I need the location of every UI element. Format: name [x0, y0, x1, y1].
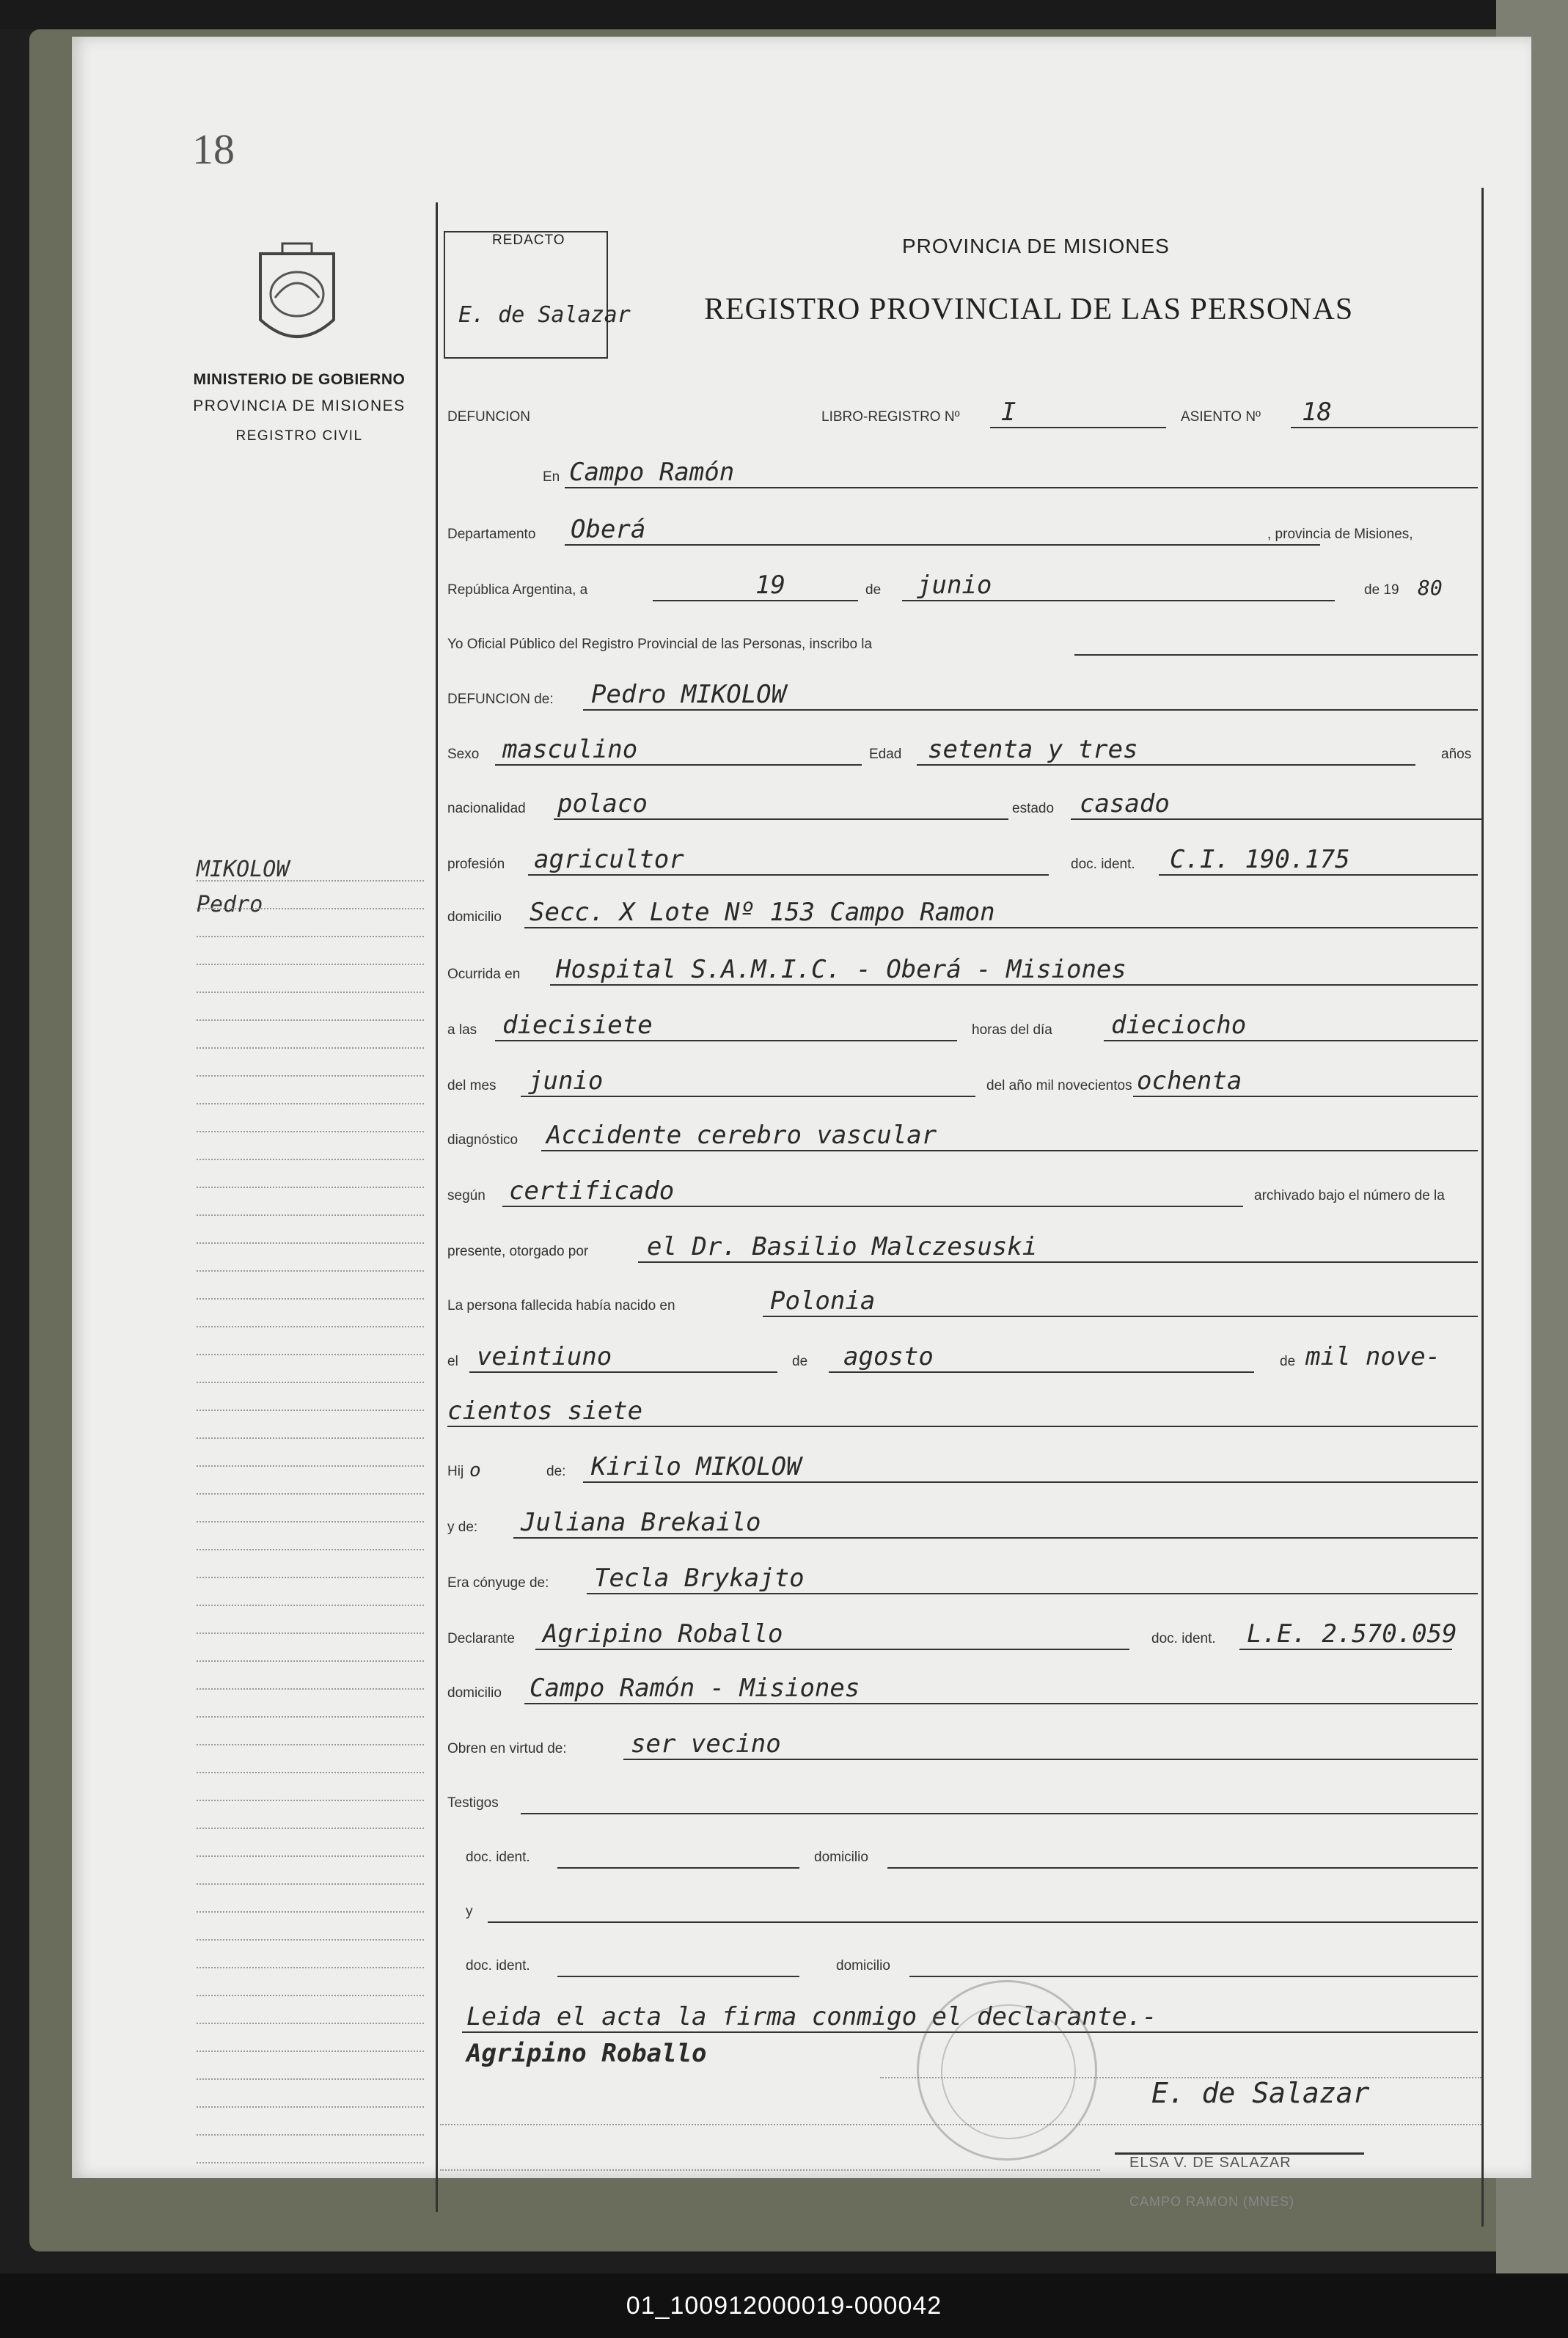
- margin-ruled-line: [197, 1131, 424, 1132]
- alas-line: [495, 1040, 957, 1041]
- asiento-label: ASIENTO Nº: [1181, 409, 1261, 425]
- day-value: 19: [755, 571, 785, 600]
- margin-surname: MIKOLOW: [197, 857, 290, 882]
- t-doc2-line: [557, 1976, 799, 1977]
- docident-label: doc. ident.: [1071, 857, 1135, 872]
- hijo-de-line: [583, 1481, 1478, 1483]
- margin-ruled-line: [197, 964, 424, 965]
- row-testigo1: [447, 1829, 1481, 1873]
- docident-line: [1159, 874, 1478, 876]
- margin-ruled-line: [197, 1605, 424, 1606]
- margin-ruled-line: [197, 1660, 424, 1662]
- ministry-line1: MINISTERIO DE GOBIERNO: [193, 371, 406, 388]
- dom2-line: [524, 1703, 1478, 1704]
- ministry-block: [175, 371, 424, 444]
- delmes-value: junio: [528, 1066, 604, 1096]
- en-label: En: [543, 469, 560, 485]
- row-libro: [447, 389, 1481, 433]
- official-signature: [1151, 2077, 1369, 2109]
- row-departamento: [447, 506, 1481, 550]
- segun-label: según: [447, 1188, 486, 1203]
- en-line: [565, 487, 1478, 488]
- margin-ruled-line: [197, 1047, 424, 1049]
- margin-ruled-line: [197, 1382, 424, 1383]
- margin-ruled-line: [197, 936, 424, 937]
- margin-firstname: Pedro: [197, 892, 263, 917]
- libro-value: I: [1001, 397, 1016, 427]
- alas-value: diecisiete: [502, 1011, 653, 1040]
- t-y-label: y: [466, 1904, 473, 1919]
- row-presente: [447, 1223, 1481, 1267]
- el-value: veintiuno: [477, 1342, 612, 1371]
- yo-oficial-line: [1074, 654, 1478, 656]
- cientos-value: cientos siete: [447, 1396, 643, 1426]
- row-yo-oficial: [447, 616, 1481, 660]
- defuncion-type-label: DEFUNCION: [447, 409, 530, 425]
- republica-label: República Argentina, a: [447, 582, 588, 598]
- margin-ruled-line: [197, 2051, 424, 2052]
- official-name: ELSA V. DE SALAZAR: [1129, 2155, 1292, 2171]
- row-yde: [447, 1499, 1481, 1543]
- margin-ruled-line: [197, 1577, 424, 1578]
- row-profesion: [447, 836, 1481, 880]
- delmes-line: [521, 1096, 975, 1097]
- declarante-line: [535, 1649, 1129, 1650]
- margin-ruled-line: [197, 1688, 424, 1690]
- t-y-line: [488, 1921, 1478, 1923]
- sexo-value: masculino: [502, 735, 638, 764]
- dom2-label: domicilio: [447, 1685, 502, 1701]
- row-ocurrida: [447, 946, 1481, 990]
- margin-ruled-line: [197, 1911, 424, 1913]
- margin-ruled-line: [197, 1410, 424, 1411]
- margin-ruled-line: [197, 908, 424, 909]
- margin-ruled-line: [197, 1939, 424, 1941]
- margin-ruled-line: [197, 1828, 424, 1829]
- margin-ruled-line: [197, 1214, 424, 1216]
- right-vertical-rule: [1481, 188, 1484, 2227]
- row-en: [447, 449, 1481, 493]
- province-heading: PROVINCIA DE MISIONES: [902, 235, 1170, 257]
- domicilio-label: domicilio: [447, 909, 502, 925]
- row-delmes: [447, 1058, 1481, 1102]
- month-value: junio: [917, 571, 992, 600]
- delmes-label: del mes: [447, 1078, 497, 1093]
- anomil-line: [1133, 1096, 1478, 1097]
- registry-stamp: [917, 1980, 1097, 2161]
- margin-ruled-line: [197, 1744, 424, 1745]
- declarante-label: Declarante: [447, 1631, 515, 1646]
- segun-value: certificado: [509, 1176, 675, 1206]
- margin-ruled-line: [197, 1159, 424, 1160]
- horas-value: dieciocho: [1111, 1011, 1247, 1040]
- row-sexo: [447, 726, 1481, 770]
- departamento-line: [565, 544, 1320, 546]
- yde-value: Juliana Brekailo: [521, 1508, 761, 1537]
- horas-label: horas del día: [972, 1022, 1052, 1038]
- row-fecha-nacimiento: [447, 1333, 1481, 1377]
- obren-value: ser vecino: [631, 1729, 781, 1759]
- defuncion-de-line: [583, 709, 1478, 711]
- conyuge-value: Tecla Brykajto: [594, 1564, 805, 1593]
- de3-label: de: [1280, 1354, 1296, 1369]
- official-place: CAMPO RAMON (MNES): [1129, 2194, 1294, 2209]
- estado-label: estado: [1012, 801, 1055, 816]
- row-alas: [447, 1002, 1481, 1046]
- yo-oficial-text: Yo Oficial Público del Registro Provincial de las Personas, inscribo la: [447, 637, 873, 652]
- defuncion-de-label: DEFUNCION de:: [447, 692, 554, 707]
- de2-value: agosto: [843, 1342, 934, 1371]
- row-conyuge: [447, 1555, 1481, 1599]
- margin-ruled-line: [197, 1103, 424, 1104]
- asiento-line: [1291, 427, 1478, 428]
- t-dom1-label: domicilio: [814, 1850, 868, 1865]
- top-background: [0, 0, 1568, 29]
- t-doc2-label: doc. ident.: [466, 1958, 530, 1974]
- de2-line: [829, 1371, 1254, 1373]
- estado-value: casado: [1080, 789, 1170, 818]
- obren-label: Obren en virtud de:: [447, 1741, 567, 1756]
- presente-label: presente, otorgado por: [447, 1244, 589, 1259]
- margin-ruled-line: [197, 1019, 424, 1021]
- row-testigo-y: [447, 1883, 1481, 1927]
- margin-ruled-line: [197, 1632, 424, 1634]
- t-doc1-line: [557, 1867, 799, 1869]
- provincia-suffix: , provincia de Misiones,: [1267, 527, 1413, 542]
- hijo-o: o: [469, 1459, 481, 1481]
- t-doc1-label: doc. ident.: [466, 1850, 530, 1865]
- declarante-doc-line: [1239, 1649, 1452, 1650]
- declarante-value: Agripino Roballo: [543, 1619, 783, 1649]
- libro-line: [990, 427, 1166, 428]
- margin-ruled-line: [197, 1521, 424, 1522]
- defuncion-de-value: Pedro MIKOLOW: [591, 680, 787, 709]
- official-signature-text: E. de Salazar: [1151, 2077, 1370, 2109]
- yde-label: y de:: [447, 1520, 478, 1535]
- month-line: [902, 600, 1335, 601]
- margin-ruled-line: [197, 1967, 424, 1968]
- margin-ruled-line: [197, 2162, 424, 2163]
- margin-ruled-line: [197, 1326, 424, 1327]
- row-nacionalidad: [447, 780, 1481, 824]
- row-diagnostico: [447, 1112, 1481, 1156]
- departamento-label: Departamento: [447, 527, 536, 542]
- libro-label: LIBRO-REGISTRO Nº: [821, 409, 960, 425]
- nacionalidad-line: [554, 818, 1008, 820]
- t-dom1-line: [887, 1867, 1478, 1869]
- margin-ruled-line: [197, 1465, 424, 1467]
- profesion-label: profesión: [447, 857, 505, 872]
- margin-ruled-line: [197, 2134, 424, 2136]
- row-domicilio2: [447, 1665, 1481, 1709]
- anomil-label: del año mil novecientos: [986, 1078, 1132, 1093]
- domicilio-line: [524, 927, 1478, 928]
- margin-ruled-line: [197, 1242, 424, 1244]
- testigos-label: Testigos: [447, 1795, 499, 1811]
- declarant-signature-text: Agripino Roballo: [466, 2039, 707, 2068]
- ministry-line3: REGISTRO CIVIL: [235, 428, 363, 444]
- conyuge-line: [587, 1593, 1478, 1594]
- sexo-label: Sexo: [447, 747, 480, 762]
- segun-line: [502, 1206, 1243, 1207]
- ocurrida-value: Hospital S.A.M.I.C. - Oberá - Misiones: [556, 955, 1126, 984]
- declarante-doc-value: L.E. 2.570.059: [1247, 1619, 1457, 1649]
- leida-text: Leida el acta la firma conmigo el declarante.-: [466, 2002, 1157, 2031]
- diagnostico-label: diagnóstico: [447, 1132, 519, 1148]
- margin-ruled-line: [197, 1855, 424, 1857]
- presente-value: el Dr. Basilio Malczesuski: [647, 1232, 1038, 1261]
- edad-label: Edad: [869, 747, 902, 762]
- row-declarante: [447, 1610, 1481, 1654]
- diagnostico-line: [541, 1150, 1478, 1151]
- hijo-de-value: Kirilo MIKOLOW: [591, 1452, 802, 1481]
- margin-ruled-line: [197, 1437, 424, 1439]
- obren-line: [623, 1759, 1478, 1760]
- margin-ruled-line: [197, 1883, 424, 1885]
- margin-ruled-line: [197, 1716, 424, 1718]
- margin-ruled-line: [197, 1995, 424, 1996]
- cientos-line: [447, 1426, 1478, 1427]
- margin-ruled-line: [197, 1493, 424, 1495]
- de2-label: de: [792, 1354, 808, 1369]
- anomil-value: ochenta: [1137, 1066, 1242, 1096]
- anos-label: años: [1441, 747, 1472, 762]
- page-number: 18: [192, 125, 235, 173]
- departamento-value: Oberá: [571, 515, 646, 544]
- en-value: Campo Ramón: [569, 458, 735, 487]
- margin-ruled-line: [197, 880, 424, 882]
- row-obren: [447, 1720, 1481, 1765]
- nacido-label: La persona fallecida había nacido en: [447, 1298, 675, 1313]
- nacionalidad-label: nacionalidad: [447, 801, 526, 816]
- el-line: [469, 1371, 777, 1373]
- provincial-seal-icon: [253, 239, 341, 353]
- document-id-footer: 01_100912000019-000042: [0, 2273, 1568, 2338]
- conyuge-label: Era cónyuge de:: [447, 1575, 549, 1591]
- margin-ruled-line: [197, 1187, 424, 1188]
- presente-line: [638, 1261, 1478, 1263]
- asiento-value: 18: [1302, 397, 1332, 427]
- archivado-label: archivado bajo el número de la: [1254, 1188, 1445, 1203]
- left-vertical-rule: [436, 202, 438, 2212]
- docident-value: C.I. 190.175: [1170, 845, 1350, 874]
- row-defuncion-de: [447, 671, 1481, 715]
- margin-ruled-line: [197, 1772, 424, 1773]
- margin-ruled-line: [197, 2078, 424, 2080]
- ocurrida-line: [550, 984, 1478, 986]
- row-hijo: [447, 1443, 1481, 1487]
- row-testigos: [447, 1775, 1481, 1819]
- row-cientos: [447, 1388, 1481, 1432]
- row-nacido: [447, 1278, 1481, 1322]
- yde-line: [513, 1537, 1478, 1539]
- alas-label: a las: [447, 1022, 477, 1038]
- edad-line: [917, 764, 1415, 766]
- margin-ruled-line: [197, 1354, 424, 1355]
- edad-value: setenta y tres: [928, 735, 1138, 764]
- registry-title: REGISTRO PROVINCIAL DE LAS PERSONAS: [704, 293, 1354, 326]
- redacto-signature: E. de Salazar: [458, 302, 631, 328]
- nacionalidad-value: polaco: [557, 789, 648, 818]
- row-testigo2: [447, 1938, 1481, 1982]
- domicilio-value: Secc. X Lote Nº 153 Campo Ramon: [530, 898, 995, 927]
- ocurrida-label: Ocurrida en: [447, 967, 521, 982]
- ministry-line2: PROVINCIA DE MISIONES: [193, 397, 406, 414]
- profesion-line: [528, 874, 1049, 876]
- margin-ruled-line: [197, 1549, 424, 1550]
- row-fecha: [447, 562, 1481, 606]
- margin-ruled-line: [197, 1800, 424, 1801]
- margin-ruled-line: [197, 1270, 424, 1272]
- nacido-value: Polonia: [770, 1286, 876, 1316]
- horas-line: [1104, 1040, 1478, 1041]
- margin-ruled-line: [197, 1298, 424, 1300]
- hijo-label: Hij: [447, 1464, 464, 1479]
- redacto-label: REDACTO: [489, 232, 568, 350]
- nacido-line: [763, 1316, 1478, 1317]
- sexo-line: [495, 764, 862, 766]
- margin-ruled-line: [197, 1075, 424, 1077]
- year-label: de 19: [1364, 582, 1399, 598]
- hijo-de-label: de:: [546, 1464, 566, 1479]
- margin-ruled-line: [197, 992, 424, 993]
- row-domicilio: [447, 889, 1481, 933]
- testigos-line: [521, 1813, 1478, 1814]
- row-segun: [447, 1168, 1481, 1212]
- el-label: el: [447, 1354, 458, 1369]
- de3-value: mil nove-: [1305, 1342, 1441, 1371]
- diagnostico-value: Accidente cerebro vascular: [546, 1121, 937, 1150]
- t-dom2-label: domicilio: [836, 1958, 890, 1974]
- declarant-signature: [466, 2039, 707, 2068]
- de-label: de: [865, 582, 882, 598]
- t-dom2-line: [909, 1976, 1478, 1977]
- margin-ruled-line: [197, 2023, 424, 2024]
- dom2-value: Campo Ramón - Misiones: [530, 1674, 860, 1703]
- day-line: [653, 600, 858, 601]
- declarante-doc-label: doc. ident.: [1151, 1631, 1216, 1646]
- margin-ruled-line: [197, 2106, 424, 2108]
- estado-line: [1071, 818, 1481, 820]
- profesion-value: agricultor: [534, 845, 684, 874]
- redacto-box: [444, 231, 631, 359]
- year-value: 80: [1418, 576, 1443, 600]
- guide-line: [440, 2169, 1100, 2171]
